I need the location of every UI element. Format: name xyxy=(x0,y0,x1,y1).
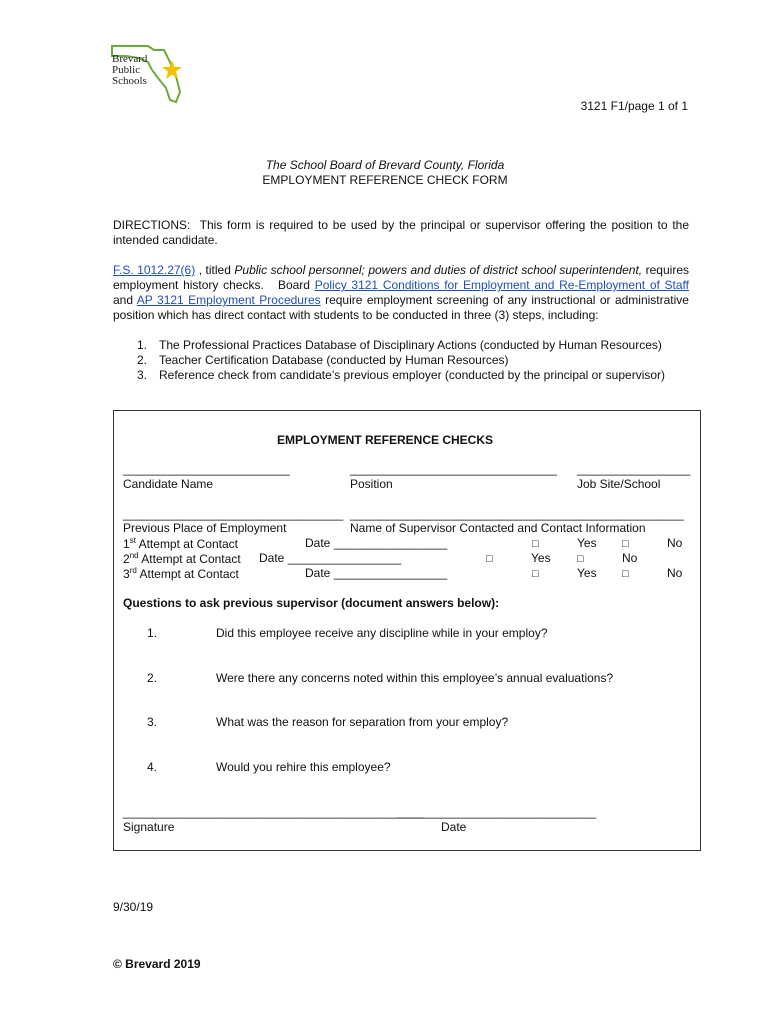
list-item: 3. Reference check from candidate’s previous employer (conducted by the principal or supervisor) xyxy=(137,368,666,382)
logo-line1: Brevard xyxy=(112,53,148,65)
attempt-1-yes-checkbox[interactable]: □ xyxy=(532,538,539,550)
logo-line2: Public xyxy=(112,64,141,76)
attempt-3-label: 3rd Attempt at Contact xyxy=(123,566,239,581)
signature-date-field[interactable]: ______________________________ xyxy=(396,805,597,819)
attempt-2-no-checkbox[interactable]: □ xyxy=(577,553,584,565)
copyright: © Brevard 2019 xyxy=(113,957,201,971)
question-2-text: Were there any concerns noted within this employee’s annual evaluations? xyxy=(216,671,614,685)
job-site-label: Job Site/School xyxy=(577,477,661,491)
question-4-text: Would you rehire this employee? xyxy=(216,760,391,774)
question-2-number: 2. xyxy=(147,671,158,685)
form-title: EMPLOYMENT REFERENCE CHECK FORM xyxy=(262,173,508,187)
list-item: 2. Teacher Certification Database (conducted by Human Resources) xyxy=(137,353,509,367)
attempt-2-yes-label: Yes xyxy=(531,551,551,565)
statute-text-3: and xyxy=(113,278,693,307)
question-4-number: 4. xyxy=(147,760,158,774)
previous-employment-label: Previous Place of Employment xyxy=(123,521,287,535)
directions-paragraph xyxy=(113,218,689,248)
attempt-1-no-label: No xyxy=(667,536,683,550)
statute-italic: Public school personnel; powers and duties of district school superintendent, xyxy=(234,263,643,277)
position-label: Position xyxy=(350,477,393,491)
question-1-number: 1. xyxy=(147,626,158,640)
supervisor-field[interactable]: __________________________________________________ xyxy=(350,507,684,521)
question-3-number: 3. xyxy=(147,715,158,729)
attempt-1-label: 1st Attempt at Contact xyxy=(123,536,238,551)
position-field[interactable]: _______________________________ xyxy=(350,462,557,476)
statute-text-2: requires employment history checks. Board xyxy=(113,263,693,292)
logo-line3: Schools xyxy=(112,75,147,87)
question-3-text: What was the reason for separation from your employ? xyxy=(216,715,509,729)
attempt-3-yes-label: Yes xyxy=(577,566,597,580)
attempt-3-no-label: No xyxy=(667,566,683,580)
statute-text-1: , titled xyxy=(195,263,235,277)
signature-date-label: Date xyxy=(441,820,467,834)
signature-label: Signature xyxy=(123,820,175,834)
statute-text-4: require employment screening of any instructional or administrative position which has direct contact with students to be conducted in three (3) steps, including: xyxy=(113,293,689,322)
supervisor-label: Name of Supervisor Contacted and Contact Information xyxy=(350,521,646,535)
attempt-1-no-checkbox[interactable]: □ xyxy=(622,538,629,550)
directions-label: DIRECTIONS: xyxy=(113,218,191,232)
attempt-3-no-checkbox[interactable]: □ xyxy=(622,568,629,580)
signature-field[interactable]: _____________________________________________ xyxy=(123,805,424,819)
attempt-2-no-label: No xyxy=(622,551,638,565)
steps-list xyxy=(137,338,689,383)
policy-3121-link[interactable]: Policy 3121 Conditions for Employment and Re-Employment of Staff xyxy=(314,278,689,292)
attempt-2-label: 2nd Attempt at Contact xyxy=(123,551,241,566)
attempt-2-yes-checkbox[interactable]: □ xyxy=(486,553,493,565)
board-name: The School Board of Brevard County, Florida xyxy=(265,158,505,172)
fs-statute-link[interactable]: F.S. 1012.27(6) xyxy=(113,263,196,277)
statute-paragraph xyxy=(113,263,693,323)
list-item: 1. The Professional Practices Database of Disciplinary Actions (conducted by Human Resources) xyxy=(137,338,662,352)
attempt-1-date[interactable]: Date _________________ xyxy=(305,536,448,550)
question-1-text: Did this employee receive any discipline while in your employ? xyxy=(216,626,548,640)
job-site-field[interactable]: _________________ xyxy=(577,462,691,476)
candidate-name-label: Candidate Name xyxy=(123,477,214,491)
attempt-3-date[interactable]: Date _________________ xyxy=(305,566,448,580)
attempt-3-yes-checkbox[interactable]: □ xyxy=(532,568,539,580)
revision-date: 9/30/19 xyxy=(113,900,154,914)
logo-text xyxy=(112,54,147,87)
directions-text: This form is required to be used by the principal or supervisor offering the position to the intended candidate. xyxy=(113,218,690,247)
brevard-logo xyxy=(108,42,188,106)
questions-heading: Questions to ask previous supervisor (document answers below): xyxy=(123,596,500,610)
attempt-2-date[interactable]: Date _________________ xyxy=(259,551,402,565)
attempt-1-yes-label: Yes xyxy=(577,536,597,550)
box-title: EMPLOYMENT REFERENCE CHECKS xyxy=(276,433,494,447)
page-number: 3121 F1/page 1 of 1 xyxy=(580,99,688,113)
previous-employment-field[interactable]: _________________________________ xyxy=(123,507,344,521)
candidate-name-field[interactable]: _________________________ xyxy=(123,462,290,476)
ap-3121-link[interactable]: AP 3121 Employment Procedures xyxy=(136,293,321,307)
